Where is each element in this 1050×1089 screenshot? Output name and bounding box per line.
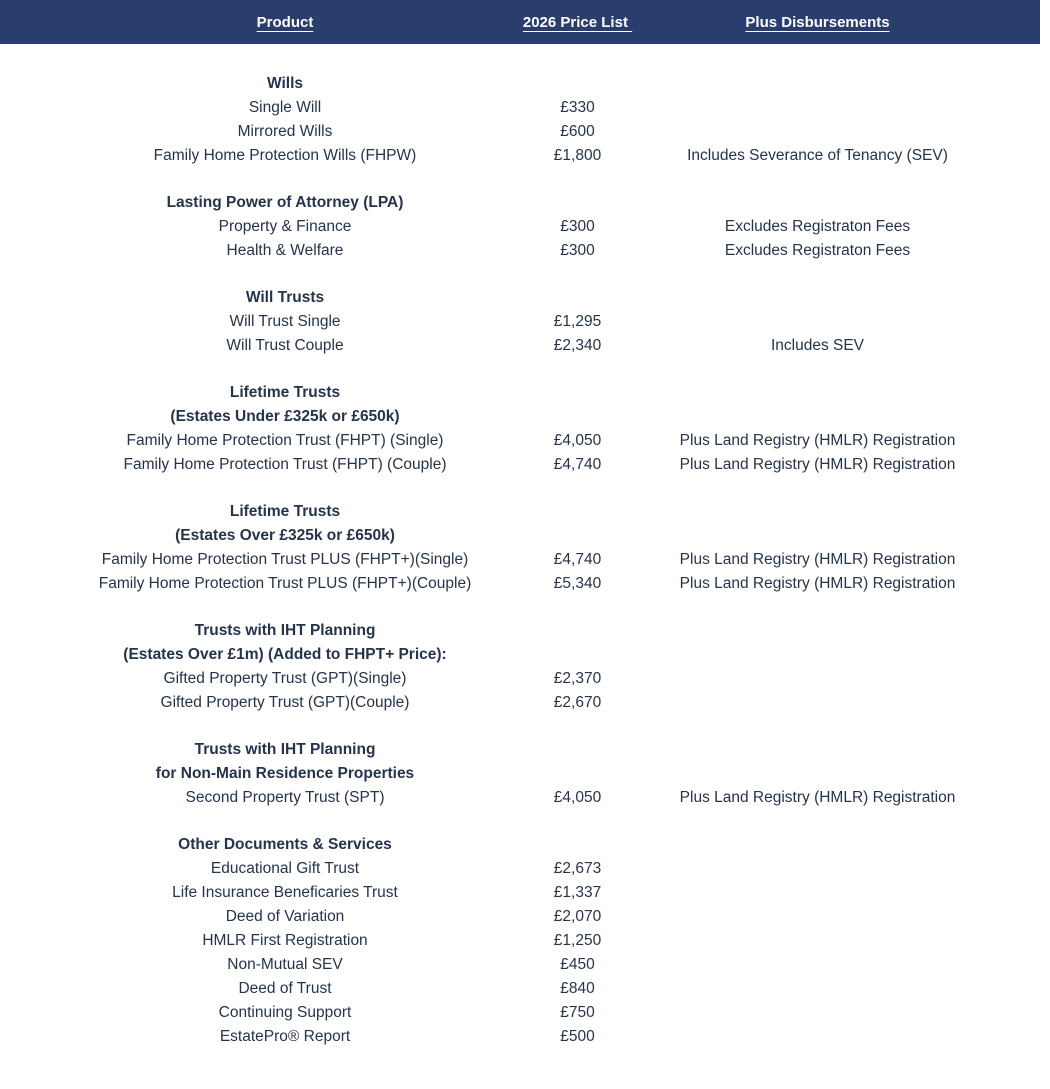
product-name: Gifted Property Trust (GPT)(Single) bbox=[163, 670, 407, 687]
price-value: £500 bbox=[560, 1028, 595, 1045]
disbursement-cell-empty bbox=[645, 191, 990, 215]
product-name: Health & Welfare bbox=[226, 242, 344, 259]
price-value: £2,340 bbox=[553, 337, 602, 354]
section-title: (Estates Over £1m) (Added to FHPT+ Price): bbox=[123, 646, 447, 663]
product-name: Gifted Property Trust (GPT)(Couple) bbox=[160, 694, 410, 711]
price-section bbox=[60, 500, 1050, 596]
table-header-bar bbox=[0, 0, 1040, 44]
product-name: Will Trust Single bbox=[229, 313, 341, 330]
section-title: Will Trusts bbox=[245, 289, 325, 306]
disbursement-note bbox=[645, 953, 990, 977]
product-name: Family Home Protection Trust PLUS (FHPT+)(Single) bbox=[101, 551, 469, 568]
table-row bbox=[60, 453, 1050, 477]
section-title: Lifetime Trusts bbox=[229, 384, 341, 401]
disbursement-note bbox=[645, 1025, 990, 1049]
disbursement-note: Plus Land Registry (HMLR) Registration bbox=[679, 432, 956, 449]
table-row bbox=[60, 881, 1050, 905]
section-title: Lifetime Trusts bbox=[229, 503, 341, 520]
price-value: £2,370 bbox=[553, 670, 602, 687]
price-cell-empty bbox=[510, 738, 645, 762]
column-header-price-list-label: 2026 Price List bbox=[522, 13, 633, 31]
price-value: £300 bbox=[560, 218, 595, 235]
table-row bbox=[60, 1001, 1050, 1025]
column-header-product-label: Product bbox=[256, 13, 314, 31]
price-section bbox=[60, 381, 1050, 477]
price-cell-empty bbox=[510, 405, 645, 429]
disbursement-note: Plus Land Registry (HMLR) Registration bbox=[679, 789, 956, 806]
price-value: £1,800 bbox=[553, 147, 602, 164]
section-title: Trusts with IHT Planning bbox=[194, 741, 376, 758]
disbursement-cell-empty bbox=[645, 286, 990, 310]
price-cell-empty bbox=[510, 72, 645, 96]
section-title: Wills bbox=[266, 75, 304, 92]
product-name: Deed of Trust bbox=[238, 980, 332, 997]
price-section bbox=[60, 833, 1050, 1049]
product-name: EstatePro® Report bbox=[219, 1028, 351, 1045]
table-row bbox=[60, 667, 1050, 691]
disbursement-cell-empty bbox=[645, 500, 990, 524]
column-header-disbursements bbox=[645, 14, 990, 31]
price-cell-empty bbox=[510, 762, 645, 786]
disbursement-cell-empty bbox=[645, 405, 990, 429]
disbursement-cell-empty bbox=[645, 524, 990, 548]
disbursement-note: Excludes Registraton Fees bbox=[724, 242, 911, 259]
table-row bbox=[60, 857, 1050, 881]
price-section bbox=[60, 72, 1050, 168]
disbursement-note bbox=[645, 857, 990, 881]
product-name: Family Home Protection Wills (FHPW) bbox=[153, 147, 417, 164]
table-row bbox=[60, 215, 1050, 239]
section-title: Lasting Power of Attorney (LPA) bbox=[166, 194, 404, 211]
disbursement-note bbox=[645, 96, 990, 120]
price-value: £450 bbox=[560, 956, 595, 973]
section-title: (Estates Under £325k or £650k) bbox=[170, 408, 400, 425]
product-name: Life Insurance Beneficaries Trust bbox=[172, 884, 398, 901]
product-name: Continuing Support bbox=[218, 1004, 352, 1021]
price-value: £330 bbox=[560, 99, 595, 116]
price-cell-empty bbox=[510, 619, 645, 643]
price-value: £300 bbox=[560, 242, 595, 259]
section-title-row bbox=[60, 619, 1050, 643]
section-title: Other Documents & Services bbox=[178, 836, 392, 853]
product-name: Property & Finance bbox=[218, 218, 352, 235]
table-row bbox=[60, 953, 1050, 977]
disbursement-note bbox=[645, 881, 990, 905]
section-title-row bbox=[60, 405, 1050, 429]
table-row bbox=[60, 548, 1050, 572]
disbursement-note bbox=[645, 691, 990, 715]
price-cell-empty bbox=[510, 500, 645, 524]
price-value: £4,050 bbox=[553, 432, 602, 449]
product-name: Educational Gift Trust bbox=[210, 860, 360, 877]
price-value: £840 bbox=[560, 980, 595, 997]
price-section bbox=[60, 286, 1050, 358]
section-title-row bbox=[60, 191, 1050, 215]
section-title-row bbox=[60, 286, 1050, 310]
section-title-row bbox=[60, 738, 1050, 762]
price-value: £600 bbox=[560, 123, 595, 140]
section-title-row bbox=[60, 762, 1050, 786]
product-name: Second Property Trust (SPT) bbox=[185, 789, 385, 806]
table-row bbox=[60, 572, 1050, 596]
price-value: £750 bbox=[560, 1004, 595, 1021]
price-cell-empty bbox=[510, 381, 645, 405]
disbursement-note: Excludes Registraton Fees bbox=[724, 218, 911, 235]
disbursement-note bbox=[645, 310, 990, 334]
price-value: £4,050 bbox=[553, 789, 602, 806]
price-value: £1,295 bbox=[553, 313, 602, 330]
table-row bbox=[60, 120, 1050, 144]
product-name: Will Trust Couple bbox=[226, 337, 344, 354]
price-value: £5,340 bbox=[553, 575, 602, 592]
column-header-product bbox=[60, 14, 510, 31]
table-row bbox=[60, 1025, 1050, 1049]
table-row bbox=[60, 905, 1050, 929]
price-cell-empty bbox=[510, 833, 645, 857]
section-title-row bbox=[60, 381, 1050, 405]
price-cell-empty bbox=[510, 286, 645, 310]
disbursement-note bbox=[645, 929, 990, 953]
price-value: £4,740 bbox=[553, 551, 602, 568]
price-section bbox=[60, 619, 1050, 715]
table-row bbox=[60, 929, 1050, 953]
table-row bbox=[60, 239, 1050, 263]
table-row bbox=[60, 144, 1050, 168]
price-value: £4,740 bbox=[553, 456, 602, 473]
disbursement-cell-empty bbox=[645, 833, 990, 857]
product-name: Family Home Protection Trust (FHPT) (Couple) bbox=[123, 456, 447, 473]
table-row bbox=[60, 977, 1050, 1001]
column-header-price-list bbox=[510, 14, 645, 31]
price-value: £2,070 bbox=[553, 908, 602, 925]
section-title-row bbox=[60, 833, 1050, 857]
section-title: for Non-Main Residence Properties bbox=[155, 765, 415, 782]
disbursement-cell-empty bbox=[645, 381, 990, 405]
product-name: Non-Mutual SEV bbox=[227, 956, 343, 973]
product-name: HMLR First Registration bbox=[202, 932, 368, 949]
section-title: (Estates Over £325k or £650k) bbox=[175, 527, 395, 544]
price-value: £2,673 bbox=[553, 860, 602, 877]
disbursement-cell-empty bbox=[645, 762, 990, 786]
table-row bbox=[60, 429, 1050, 453]
price-cell-empty bbox=[510, 643, 645, 667]
price-value: £1,250 bbox=[553, 932, 602, 949]
section-title-row bbox=[60, 72, 1050, 96]
price-cell-empty bbox=[510, 524, 645, 548]
disbursement-note: Includes Severance of Tenancy (SEV) bbox=[687, 147, 948, 164]
disbursement-note bbox=[645, 120, 990, 144]
product-name: Family Home Protection Trust PLUS (FHPT+)(Couple) bbox=[98, 575, 472, 592]
disbursement-note bbox=[645, 1001, 990, 1025]
table-row bbox=[60, 691, 1050, 715]
table-row bbox=[60, 96, 1050, 120]
column-header-disbursements-label: Plus Disbursements bbox=[745, 13, 890, 31]
price-section bbox=[60, 738, 1050, 810]
section-title-row bbox=[60, 524, 1050, 548]
price-list-body bbox=[0, 44, 1050, 1049]
table-row bbox=[60, 310, 1050, 334]
section-title: Trusts with IHT Planning bbox=[194, 622, 376, 639]
section-title-row bbox=[60, 643, 1050, 667]
product-name: Mirrored Wills bbox=[237, 123, 333, 140]
product-name: Deed of Variation bbox=[225, 908, 345, 925]
table-row bbox=[60, 786, 1050, 810]
price-value: £2,670 bbox=[553, 694, 602, 711]
disbursement-cell-empty bbox=[645, 619, 990, 643]
product-name: Family Home Protection Trust (FHPT) (Single) bbox=[126, 432, 444, 449]
section-title-row bbox=[60, 500, 1050, 524]
product-name: Single Will bbox=[248, 99, 322, 116]
disbursement-cell-empty bbox=[645, 738, 990, 762]
disbursement-note: Includes SEV bbox=[770, 337, 865, 354]
disbursement-note bbox=[645, 905, 990, 929]
disbursement-note bbox=[645, 667, 990, 691]
price-section bbox=[60, 191, 1050, 263]
disbursement-note: Plus Land Registry (HMLR) Registration bbox=[679, 575, 956, 592]
disbursement-cell-empty bbox=[645, 643, 990, 667]
table-row bbox=[60, 334, 1050, 358]
price-cell-empty bbox=[510, 191, 645, 215]
disbursement-cell-empty bbox=[645, 72, 990, 96]
disbursement-note bbox=[645, 977, 990, 1001]
price-value: £1,337 bbox=[553, 884, 602, 901]
disbursement-note: Plus Land Registry (HMLR) Registration bbox=[679, 456, 956, 473]
disbursement-note: Plus Land Registry (HMLR) Registration bbox=[679, 551, 956, 568]
